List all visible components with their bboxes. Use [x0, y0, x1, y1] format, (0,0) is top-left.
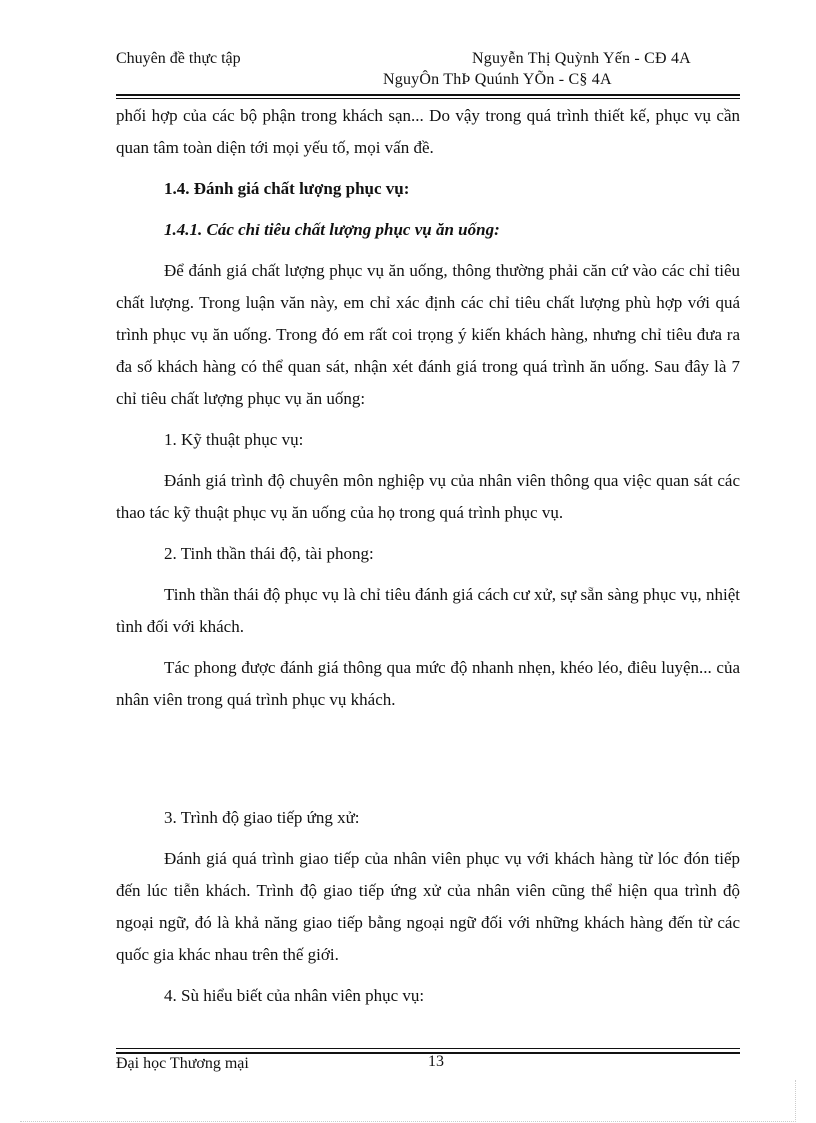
page-number: 13 — [428, 1053, 444, 1070]
header-author: Nguyễn Thị Quỳnh Yến - CĐ 4A — [472, 50, 691, 67]
header-left: Chuyên đề thực tập — [116, 50, 241, 67]
footer-university: Đại học Thương mại — [116, 1055, 249, 1072]
page-edge-dotted — [20, 1121, 796, 1122]
paragraph-technique: Đánh giá trình độ chuyên môn nghiệp vụ của nhân viên thông qua việc quan sát các thao tác kỹ thuật phục vụ ăn uống của họ trong quá trình phục vụ. — [116, 471, 740, 522]
subsection-heading: 1.4.1. Các chỉ tiêu chất lượng phục vụ ăn uống: — [164, 220, 500, 239]
paragraph-continuation: phối hợp của các bộ phận trong khách sạn... Do vậy trong quá trình thiết kế, phục vụ cần quan tâm toàn diện tới mọi yếu tố, mọi vấn đề. — [116, 106, 740, 157]
list-item-2: 2. Tinh thần thái độ, tài phong: — [164, 544, 374, 563]
paragraph-intro: Để đánh giá chất lượng phục vụ ăn uống, thông thường phải căn cứ vào các chỉ tiêu chất lượng. Trong luận văn này, em chỉ xác định các chỉ tiêu chất lượng phù hợp với quá trình phục vụ ăn uống. Trong đó em rất coi trọng ý kiến khách hàng, nhưng chỉ tiêu đưa ra đa số khách hàng có thể quan sát, nhận xét đánh giá trong quá trình ăn uống. Sau đây là 7 chỉ tiêu chất lượng phục vụ ăn uống: — [116, 261, 740, 408]
page-body — [116, 100, 740, 1012]
footer-rule-thin — [116, 1048, 740, 1049]
page-edge-dotted-vertical — [795, 1080, 796, 1120]
header-rule — [116, 94, 740, 96]
paragraph-communication: Đánh giá quá trình giao tiếp của nhân viên phục vụ với khách hàng từ lóc đón tiếp đến lúc tiễn khách. Trình độ giao tiếp ứng xử của nhân viên cũng thể hiện qua trình độ ngoại ngữ, đó là khả năng giao tiếp bằng ngoại ngữ đối với những khách hàng đến từ các quốc gia khác nhau trên thế giới. — [116, 849, 740, 964]
header-author-garbled: NguyÔn ThÞ Quúnh YÕn - C§ 4A — [383, 71, 612, 88]
paragraph-style: Tác phong được đánh giá thông qua mức độ nhanh nhẹn, khéo léo, điêu luyện... của nhân viên trong quá trình phục vụ khách. — [116, 658, 740, 709]
paragraph-attitude: Tinh thần thái độ phục vụ là chỉ tiêu đánh giá cách cư xử, sự sẵn sàng phục vụ, nhiệt tình đối với khách. — [116, 585, 740, 636]
list-item-3: 3. Trình độ giao tiếp ứng xử: — [164, 808, 360, 827]
header-rule-thin — [116, 98, 740, 99]
list-item-4: 4. Sù hiểu biết của nhân viên phục vụ: — [164, 986, 425, 1005]
list-item-1: 1. Kỹ thuật phục vụ: — [164, 430, 304, 449]
section-heading: 1.4. Đánh giá chất lượng phục vụ: — [164, 179, 410, 198]
